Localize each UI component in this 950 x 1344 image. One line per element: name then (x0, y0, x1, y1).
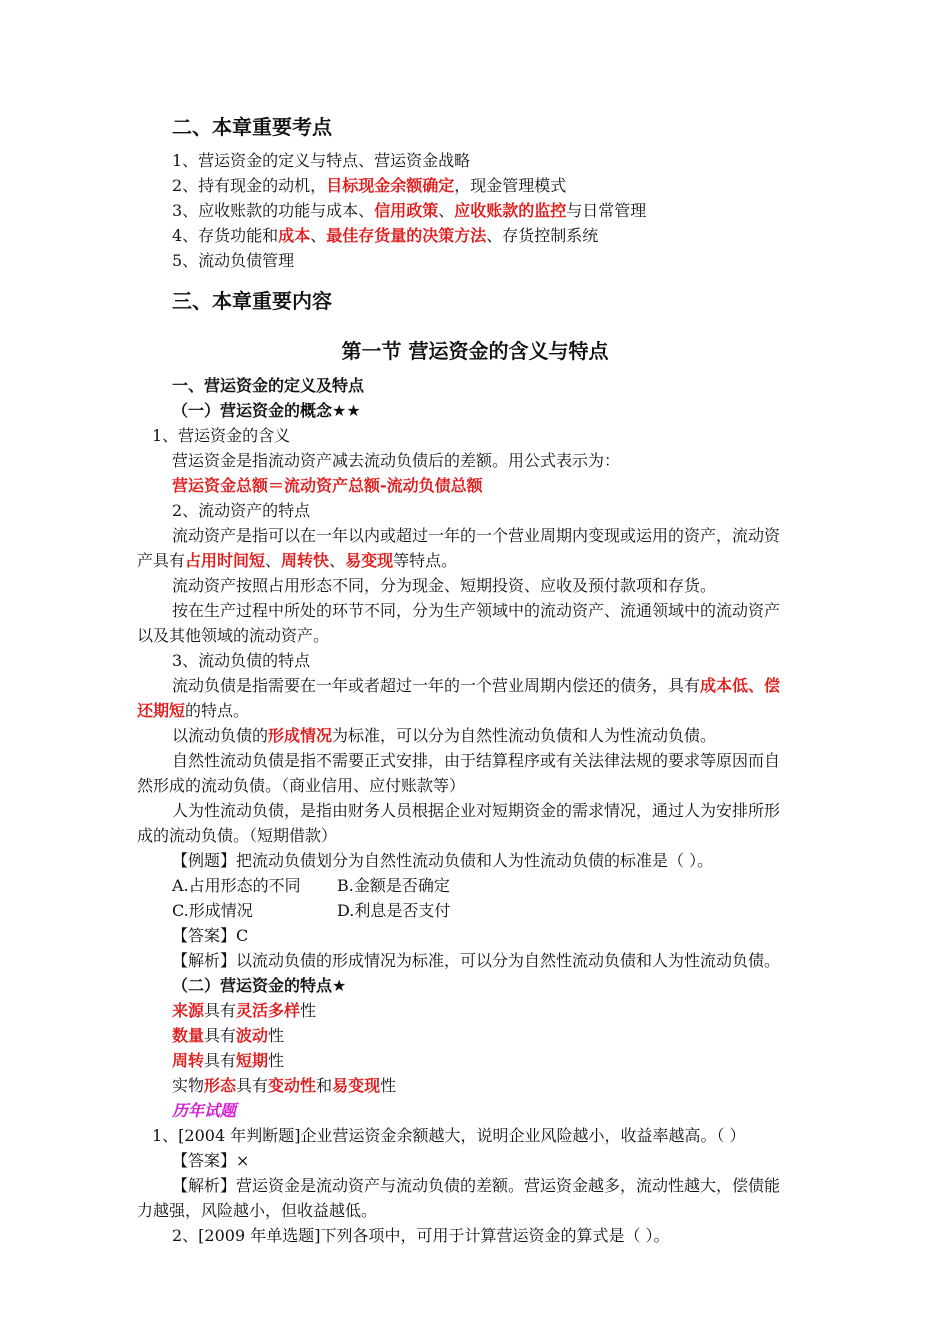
highlight: 易变现 (332, 1076, 381, 1095)
feature-line (172, 1001, 316, 1021)
highlight: 波动 (236, 1026, 269, 1045)
example-question: 【例题】把流动负债划分为自然性流动负债和人为性流动负债的标准是（ ）。 (172, 851, 714, 870)
paragraph: 流动资产按照占用形态不同，分为现金、短期投资、应收及预付款项和存货。 (172, 576, 717, 595)
text: 和 (316, 1076, 333, 1095)
option-d: D.利息是否支付 (337, 901, 451, 920)
highlight: 最佳存货量的决策方法 (326, 226, 487, 245)
highlight: 短期 (236, 1051, 269, 1070)
highlight: 成本低、偿 (700, 676, 781, 695)
paragraph: 人为性流动负债，是指由财务人员根据企业对短期资金的需求情况，通过人为安排所形 (172, 801, 781, 820)
key-point-2 (172, 176, 566, 196)
paragraph: 流动资产是指可以在一年以内或超过一年的一个营业周期内变现或运用的资产，流动资 (172, 526, 781, 545)
highlight: 信用政策 (374, 201, 439, 220)
text: 产具有 (137, 551, 186, 570)
paragraph (172, 676, 780, 696)
highlight: 数量 (172, 1026, 205, 1045)
text: 流动负债是指需要在一年或者超过一年的一个营业周期内偿还的债务，具有 (172, 676, 701, 695)
key-point-1: 1、营运资金的定义与特点、营运资金战略 (172, 151, 471, 170)
paragraph: 以及其他领域的流动资产。 (137, 626, 330, 645)
highlight: 目标现金余额确定 (326, 176, 455, 195)
analysis: 力越强，风险越小，但收益越低。 (137, 1201, 378, 1220)
item-heading: 3、流动负债的特点 (172, 651, 311, 670)
text: 2、持有现金的动机， (172, 176, 327, 195)
option-c: C.形成情况 (172, 901, 253, 920)
text: 实物 (172, 1076, 205, 1095)
paragraph: 按在生产过程中所处的环节不同，分为生产领域中的流动资产、流通领域中的流动资产 (172, 601, 781, 620)
text: 性 (380, 1076, 397, 1095)
item-heading: 2、流动资产的特点 (172, 501, 311, 520)
text: 具有 (204, 1026, 237, 1045)
answer: 【答案】× (172, 1151, 250, 1170)
option-a: A.占用形态的不同 (172, 876, 301, 895)
option-b: B.金额是否确定 (337, 876, 450, 895)
text: 具有 (204, 1051, 237, 1070)
subsection-concept: （一）营运资金的概念★★ (172, 401, 361, 420)
chapter-title: 第一节 营运资金的含义与特点 (341, 339, 609, 363)
feature-line (172, 1026, 284, 1046)
text: 、 (310, 226, 327, 245)
item-heading: 1、营运资金的含义 (152, 426, 291, 445)
highlight: 形态 (204, 1076, 237, 1095)
text: 、存货控制系统 (486, 226, 599, 245)
highlight: 灵活多样 (236, 1001, 301, 1020)
subsection-title: 一、营运资金的定义及特点 (172, 376, 365, 395)
text: 的特点。 (185, 701, 250, 720)
text: 具有 (236, 1076, 269, 1095)
highlight: 易变现 (345, 551, 394, 570)
paragraph (137, 551, 457, 571)
text: 、 (329, 551, 346, 570)
text: 具有 (204, 1001, 237, 1020)
paragraph (172, 726, 716, 746)
text: 性 (268, 1026, 285, 1045)
paragraph: 成的流动负债。（短期借款） (137, 826, 338, 845)
past-exams-heading: 历年试题 (172, 1101, 237, 1120)
answer: 【答案】C (172, 926, 249, 945)
subsection-features: （二）营运资金的特点★ (172, 976, 347, 995)
highlight: 形成情况 (268, 726, 333, 745)
text: 性 (300, 1001, 317, 1020)
highlight: 占用时间短 (185, 551, 266, 570)
text: 4、存货功能和 (172, 226, 279, 245)
paragraph (137, 701, 249, 721)
highlight: 周转 (172, 1051, 205, 1070)
text: 以流动负债的 (172, 726, 269, 745)
text: 、 (438, 201, 455, 220)
paragraph: 然形成的流动负债。（商业信用、应付账款等） (137, 776, 466, 795)
past-question-1: 1、[2004 年判断题]企业营运资金余额越大，说明企业风险越小，收益率越高。（ ） (152, 1126, 746, 1145)
analysis: 【解析】以流动负债的形成情况为标准，可以分为自然性流动负债和人为性流动负债。 (172, 951, 781, 970)
section-title-key-points: 二、本章重要考点 (172, 115, 332, 139)
key-point-5: 5、流动负债管理 (172, 251, 295, 270)
text: 性 (268, 1051, 285, 1070)
section-title-important-content: 三、本章重要内容 (172, 289, 332, 313)
feature-line (172, 1051, 284, 1071)
past-question-2: 2、[2009 年单选题]下列各项中，可用于计算营运资金的算式是（ ）。 (172, 1226, 670, 1245)
key-point-3 (172, 201, 646, 221)
text: 与日常管理 (566, 201, 647, 220)
paragraph: 营运资金是指流动资产减去流动负债后的差额。用公式表示为： (172, 451, 621, 470)
highlight: 应收账款的监控 (454, 201, 567, 220)
text: 为标准，可以分为自然性流动负债和人为性流动负债。 (332, 726, 717, 745)
text: 、 (265, 551, 282, 570)
text: 3、应收账款的功能与成本、 (172, 201, 375, 220)
key-point-4 (172, 226, 598, 246)
text: 等特点。 (393, 551, 458, 570)
highlight: 还期短 (137, 701, 186, 720)
highlight: 周转快 (281, 551, 330, 570)
paragraph: 自然性流动负债是指不需要正式安排，由于结算程序或有关法律法规的要求等原因而自 (172, 751, 781, 770)
formula: 营运资金总额＝流动资产总额-流动负债总额 (172, 476, 483, 495)
highlight: 变动性 (268, 1076, 317, 1095)
analysis: 【解析】营运资金是流动资产与流动负债的差额。营运资金越多，流动性越大，偿债能 (172, 1176, 781, 1195)
highlight: 成本 (278, 226, 311, 245)
highlight: 来源 (172, 1001, 205, 1020)
feature-line (172, 1076, 396, 1096)
text: ，现金管理模式 (454, 176, 567, 195)
